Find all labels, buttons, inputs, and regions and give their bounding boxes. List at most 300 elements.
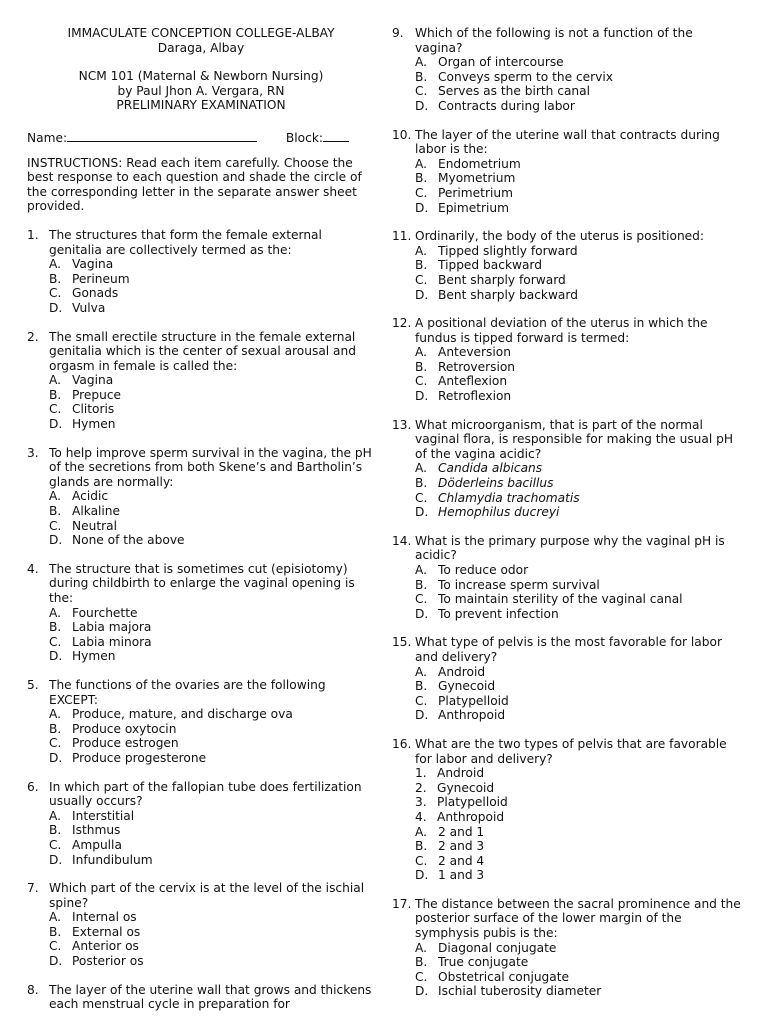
question-number: 7. <box>27 881 39 896</box>
sub-item <box>415 795 742 810</box>
option-text: 1 and 3 <box>438 868 485 883</box>
question-stem <box>27 330 375 374</box>
option-text: Isthmus <box>72 823 121 838</box>
option-list <box>392 461 742 519</box>
course-title: NCM 101 (Maternal & Newborn Nursing) <box>78 69 324 84</box>
option-text: Tipped slightly forward <box>438 243 578 258</box>
answer-option <box>49 272 375 287</box>
option-text: Alkaline <box>72 504 121 519</box>
option-list <box>392 941 742 999</box>
question-text: A positional deviation of the uterus in which the fundus is tipped forward is termed: <box>415 316 708 345</box>
answer-option <box>415 592 742 607</box>
answer-option <box>49 533 375 548</box>
sub-item-number: 1. <box>415 766 427 781</box>
question-stem <box>27 678 375 707</box>
question-item <box>27 228 375 316</box>
option-letter: D. <box>415 708 429 723</box>
option-text: Android <box>438 664 486 679</box>
question-item <box>392 737 742 883</box>
option-letter: C. <box>49 939 62 954</box>
name-label: Name: <box>27 130 68 145</box>
option-letter: D. <box>415 389 429 404</box>
option-text: Contracts during labor <box>438 98 575 113</box>
answer-option <box>415 70 742 85</box>
answer-option <box>415 374 742 389</box>
question-number: 16. <box>392 736 412 751</box>
sub-item-text: Platypelloid <box>437 795 508 810</box>
option-text: Bent sharply backward <box>438 287 578 302</box>
answer-option <box>415 505 742 520</box>
block-label: Block: <box>285 130 323 145</box>
option-text: Vagina <box>72 373 114 388</box>
question-item <box>27 983 375 1012</box>
option-text: Döderleins bacillus <box>438 476 554 491</box>
question-number: 3. <box>27 445 39 460</box>
option-text: To increase sperm survival <box>438 577 600 592</box>
option-list <box>392 665 742 723</box>
option-text: Bent sharply forward <box>438 272 566 287</box>
option-text: Endometrium <box>438 156 521 171</box>
option-letter: D. <box>49 750 63 765</box>
answer-option <box>415 201 742 216</box>
exam-title: PRELIMINARY EXAMINATION <box>116 98 286 113</box>
question-text: What are the two types of pelvis that are favorable for labor and delivery? <box>415 736 727 766</box>
question-text: In which part of the fallopian tube does fertilization usually occurs? <box>49 779 362 809</box>
option-letter: B. <box>49 620 62 635</box>
option-letter: A. <box>49 257 61 272</box>
option-text: Produce oxytocin <box>72 721 177 736</box>
option-letter: A. <box>415 243 427 258</box>
school-location: Daraga, Albay <box>157 40 245 55</box>
question-text: Ordinarily, the body of the uterus is positioned: <box>415 229 705 244</box>
answer-option <box>415 273 742 288</box>
question-stem <box>392 26 742 55</box>
option-letter: D. <box>49 954 63 969</box>
question-item <box>392 316 742 404</box>
question-number: 4. <box>27 561 39 576</box>
option-text: Vulva <box>72 300 106 315</box>
answer-option <box>415 476 742 491</box>
sub-item <box>415 781 742 796</box>
answer-option <box>415 868 742 883</box>
option-text: Hemophilus ducreyi <box>438 505 560 520</box>
sub-item-number: 4. <box>415 809 427 824</box>
question-stem <box>392 534 742 563</box>
option-list <box>392 157 742 215</box>
option-letter: D. <box>415 287 429 302</box>
option-text: Serves as the birth canal <box>438 84 591 99</box>
answer-option <box>49 402 375 417</box>
question-stem <box>392 418 742 462</box>
left-question-list <box>27 228 375 1012</box>
question-stem <box>392 229 742 244</box>
option-text: 2 and 3 <box>438 839 485 854</box>
question-text: What type of pelvis is the most favorable for labor and delivery? <box>415 635 722 664</box>
option-text: To prevent infection <box>438 606 559 621</box>
option-letter: B. <box>49 504 62 519</box>
sub-item-list <box>392 766 742 824</box>
question-text: The structures that form the female external genitalia are collectively termed as the: <box>49 227 322 257</box>
question-stem <box>392 635 742 664</box>
question-stem <box>27 228 375 257</box>
option-letter: C. <box>49 837 62 852</box>
sub-item-number: 2. <box>415 780 427 795</box>
answer-option <box>49 301 375 316</box>
answer-option <box>415 171 742 186</box>
left-column <box>27 26 375 1012</box>
option-letter: B. <box>49 823 62 838</box>
option-letter: C. <box>49 634 62 649</box>
option-text: Ischial tuberosity diameter <box>438 984 602 999</box>
sub-item-text: Gynecoid <box>437 780 495 795</box>
question-item <box>392 635 742 723</box>
option-text: Interstitial <box>72 808 135 823</box>
question-item <box>27 446 375 548</box>
option-letter: D. <box>415 200 429 215</box>
question-number: 11. <box>392 229 412 244</box>
option-text: Neutral <box>72 518 117 533</box>
block-blank[interactable] <box>323 129 349 142</box>
option-letter: C. <box>49 518 62 533</box>
option-text: Tipped backward <box>438 258 542 273</box>
sub-item-text: Anthropoid <box>437 809 505 824</box>
option-text: Produce estrogen <box>72 736 179 751</box>
option-letter: A. <box>415 156 427 171</box>
option-letter: D. <box>415 984 429 999</box>
answer-option <box>415 607 742 622</box>
sub-item-number: 3. <box>415 795 427 810</box>
question-text: Which part of the cervix is at the level of the ischial spine? <box>49 881 365 910</box>
option-text: Hymen <box>72 649 116 664</box>
answer-option <box>415 491 742 506</box>
option-letter: D. <box>49 300 63 315</box>
answer-option <box>415 825 742 840</box>
answer-option <box>415 955 742 970</box>
question-number: 9. <box>392 26 404 40</box>
question-text: The small erectile structure in the female external genitalia which is the center of sexual arousal and orgasm in female is called the: <box>49 329 356 373</box>
option-letter: A. <box>415 824 427 839</box>
question-item <box>392 418 742 520</box>
option-letter: A. <box>415 563 427 577</box>
answer-option <box>49 707 375 722</box>
right-question-list <box>392 26 742 999</box>
option-text: Candida albicans <box>438 461 543 476</box>
option-letter: B. <box>415 955 428 970</box>
question-number: 2. <box>27 329 39 344</box>
option-list <box>392 345 742 403</box>
option-text: None of the above <box>72 533 185 548</box>
option-letter: B. <box>415 839 428 854</box>
option-text: Labia minora <box>72 634 152 649</box>
answer-option <box>49 751 375 766</box>
option-letter: D. <box>49 649 63 664</box>
question-number: 17. <box>392 896 412 911</box>
option-text: 2 and 1 <box>438 824 485 839</box>
answer-option <box>415 970 742 985</box>
option-text: Epimetrium <box>438 200 509 215</box>
option-text: Ampulla <box>72 837 122 852</box>
option-letter: D. <box>49 533 63 548</box>
option-letter: A. <box>49 808 61 823</box>
option-list <box>392 825 742 883</box>
answer-option <box>415 708 742 723</box>
option-letter: B. <box>415 69 428 84</box>
author-line: by Paul Jhon A. Vergara, RN <box>117 83 285 98</box>
right-column <box>392 26 742 999</box>
option-letter: A. <box>49 910 61 925</box>
question-stem <box>392 128 742 157</box>
answer-option <box>49 635 375 650</box>
option-letter: D. <box>49 852 63 867</box>
option-letter: A. <box>415 461 427 476</box>
answer-option <box>49 388 375 403</box>
option-letter: C. <box>415 374 428 389</box>
option-text: Conveys sperm to the cervix <box>438 69 613 84</box>
option-list <box>27 257 375 315</box>
answer-option <box>415 244 742 259</box>
option-letter: B. <box>415 679 428 694</box>
question-text: The functions of the ovaries are the following EXCEPT: <box>49 677 326 707</box>
option-text: Vagina <box>72 257 114 272</box>
answer-option <box>415 186 742 201</box>
option-list <box>392 563 742 621</box>
question-text: Which of the following is not a function of the vagina? <box>415 26 693 55</box>
option-text: Retroversion <box>438 359 516 374</box>
answer-option <box>49 286 375 301</box>
option-text: Acidic <box>72 489 109 504</box>
question-item <box>392 534 742 622</box>
answer-option <box>49 853 375 868</box>
option-letter: B. <box>415 476 428 491</box>
answer-option <box>49 257 375 272</box>
option-text: True conjugate <box>438 955 529 970</box>
question-item <box>392 26 742 114</box>
question-number: 13. <box>392 417 412 432</box>
option-list <box>27 489 375 547</box>
option-letter: C. <box>415 592 428 607</box>
option-letter: D. <box>415 505 429 520</box>
answer-option <box>415 461 742 476</box>
question-text: The structure that is sometimes cut (episiotomy) during childbirth to enlarge the vaginal opening is the: <box>49 561 355 605</box>
option-letter: D. <box>415 98 429 113</box>
answer-option <box>415 854 742 869</box>
name-block-line <box>27 129 375 146</box>
option-text: Internal os <box>72 910 137 925</box>
question-text: What is the primary purpose why the vaginal pH is acidic? <box>415 533 725 563</box>
question-stem <box>27 562 375 606</box>
option-text: Produce, mature, and discharge ova <box>72 707 293 722</box>
question-number: 6. <box>27 779 39 794</box>
option-text: Chlamydia trachomatis <box>438 490 580 505</box>
option-letter: B. <box>415 171 428 186</box>
option-letter: A. <box>49 373 61 388</box>
question-stem <box>392 897 742 941</box>
answer-option <box>415 157 742 172</box>
answer-option <box>49 838 375 853</box>
option-letter: B. <box>49 721 62 736</box>
option-text: Gonads <box>72 286 119 301</box>
option-letter: B. <box>49 271 62 286</box>
answer-option <box>415 360 742 375</box>
question-number: 5. <box>27 677 39 692</box>
option-letter: C. <box>49 736 62 751</box>
option-letter: B. <box>49 924 62 939</box>
answer-option <box>49 417 375 432</box>
answer-option <box>415 99 742 114</box>
option-letter: A. <box>415 345 427 360</box>
answer-option <box>415 288 742 303</box>
name-field[interactable] <box>27 129 257 146</box>
question-text: What microorganism, that is part of the normal vaginal flora, is responsible for making the usual pH of the vagina acidic? <box>415 417 734 461</box>
option-letter: A. <box>49 489 61 504</box>
answer-option <box>415 694 742 709</box>
question-stem <box>27 780 375 809</box>
sub-item <box>415 810 742 825</box>
option-text: Anteflexion <box>438 374 508 389</box>
option-text: External os <box>72 924 141 939</box>
option-text: Produce progesterone <box>72 750 207 765</box>
option-text: Gynecoid <box>438 679 496 694</box>
question-item <box>392 229 742 302</box>
question-text: The layer of the uterine wall that contracts during labor is the: <box>415 127 720 157</box>
option-text: Hymen <box>72 417 116 432</box>
option-letter: A. <box>49 707 61 722</box>
option-text: Labia majora <box>72 620 152 635</box>
answer-option <box>415 563 742 578</box>
question-item <box>27 678 375 766</box>
question-item <box>27 881 375 969</box>
option-letter: D. <box>49 417 63 432</box>
name-blank[interactable] <box>67 129 257 142</box>
option-letter: C. <box>49 402 62 417</box>
answer-option <box>49 373 375 388</box>
option-letter: B. <box>415 258 428 273</box>
answer-option <box>49 620 375 635</box>
answer-option <box>415 578 742 593</box>
option-text: Myometrium <box>438 171 516 186</box>
option-text: Anthropoid <box>438 708 506 723</box>
question-item <box>27 562 375 664</box>
answer-option <box>415 679 742 694</box>
option-letter: B. <box>49 387 62 402</box>
answer-option <box>415 389 742 404</box>
option-letter: C. <box>415 84 428 99</box>
question-number: 1. <box>27 227 39 242</box>
option-letter: D. <box>415 868 429 883</box>
option-letter: B. <box>415 577 428 592</box>
answer-option <box>415 55 742 70</box>
question-number: 14. <box>392 533 412 548</box>
option-letter: D. <box>415 606 429 621</box>
option-list <box>27 373 375 431</box>
answer-option <box>415 665 742 680</box>
option-text: Retroflexion <box>438 389 512 404</box>
question-number: 10. <box>392 127 412 142</box>
option-list <box>27 707 375 765</box>
question-text: The distance between the sacral prominence and the posterior surface of the lower margin of the symphysis pubis is the: <box>415 896 741 941</box>
option-text: Clitoris <box>72 402 115 417</box>
block-field[interactable] <box>286 129 349 146</box>
option-letter: A. <box>415 55 427 70</box>
option-letter: C. <box>415 272 428 287</box>
option-text: To reduce odor <box>438 563 529 577</box>
option-letter: B. <box>415 359 428 374</box>
answer-option <box>49 722 375 737</box>
answer-option <box>49 910 375 925</box>
answer-option <box>49 939 375 954</box>
answer-option <box>49 809 375 824</box>
option-text: Posterior os <box>72 954 144 969</box>
question-item <box>392 897 742 999</box>
question-stem <box>392 737 742 766</box>
option-letter: C. <box>415 853 428 868</box>
answer-option <box>415 941 742 956</box>
question-stem <box>27 881 375 910</box>
answer-option <box>49 649 375 664</box>
answer-option <box>49 954 375 969</box>
question-text: To help improve sperm survival in the vagina, the pH of the secretions from both Skene’s and Bartholin’s glands are normally: <box>49 445 372 489</box>
option-list <box>27 910 375 968</box>
question-number: 15. <box>392 635 412 650</box>
question-stem <box>27 446 375 490</box>
answer-option <box>415 839 742 854</box>
option-text: Anterior os <box>72 939 139 954</box>
option-list <box>27 809 375 867</box>
answer-option <box>49 519 375 534</box>
option-letter: C. <box>415 490 428 505</box>
answer-option <box>49 504 375 519</box>
answer-option <box>49 489 375 504</box>
option-list <box>392 55 742 113</box>
option-text: 2 and 4 <box>438 853 485 868</box>
sub-item-text: Android <box>437 766 485 781</box>
option-text: Obstetrical conjugate <box>438 969 570 984</box>
question-item <box>27 780 375 868</box>
option-text: Prepuce <box>72 387 122 402</box>
question-item <box>392 128 742 216</box>
question-number: 8. <box>27 982 39 997</box>
instructions: INSTRUCTIONS: Read each item carefully. Choose the best response to each question and shade the circle of the corresponding letter in the separate answer sheet provided. <box>27 155 362 214</box>
answer-option <box>415 345 742 360</box>
answer-option <box>415 84 742 99</box>
option-letter: A. <box>415 664 427 679</box>
question-text: The layer of the uterine wall that grows and thickens each menstrual cycle in preparation for <box>49 982 372 1012</box>
option-text: Perimetrium <box>438 185 513 200</box>
option-text: Organ of intercourse <box>438 55 564 70</box>
option-text: To maintain sterility of the vaginal canal <box>438 592 683 607</box>
option-text: Platypelloid <box>438 693 509 708</box>
school-name: IMMACULATE CONCEPTION COLLEGE-ALBAY <box>67 26 335 40</box>
option-letter: C. <box>415 185 428 200</box>
option-letter: C. <box>415 969 428 984</box>
option-text: Diagonal conjugate <box>438 940 557 955</box>
question-stem <box>27 983 375 1012</box>
question-stem <box>392 316 742 345</box>
answer-option <box>49 823 375 838</box>
option-letter: C. <box>49 286 62 301</box>
option-text: Fourchette <box>72 605 138 620</box>
option-letter: A. <box>49 605 61 620</box>
question-item <box>27 330 375 432</box>
answer-option <box>415 258 742 273</box>
exam-header <box>27 26 375 113</box>
option-letter: C. <box>415 693 428 708</box>
option-letter: A. <box>415 940 427 955</box>
option-list <box>27 606 375 664</box>
option-list <box>392 244 742 302</box>
answer-option <box>49 736 375 751</box>
option-text: Infundibulum <box>72 852 153 867</box>
